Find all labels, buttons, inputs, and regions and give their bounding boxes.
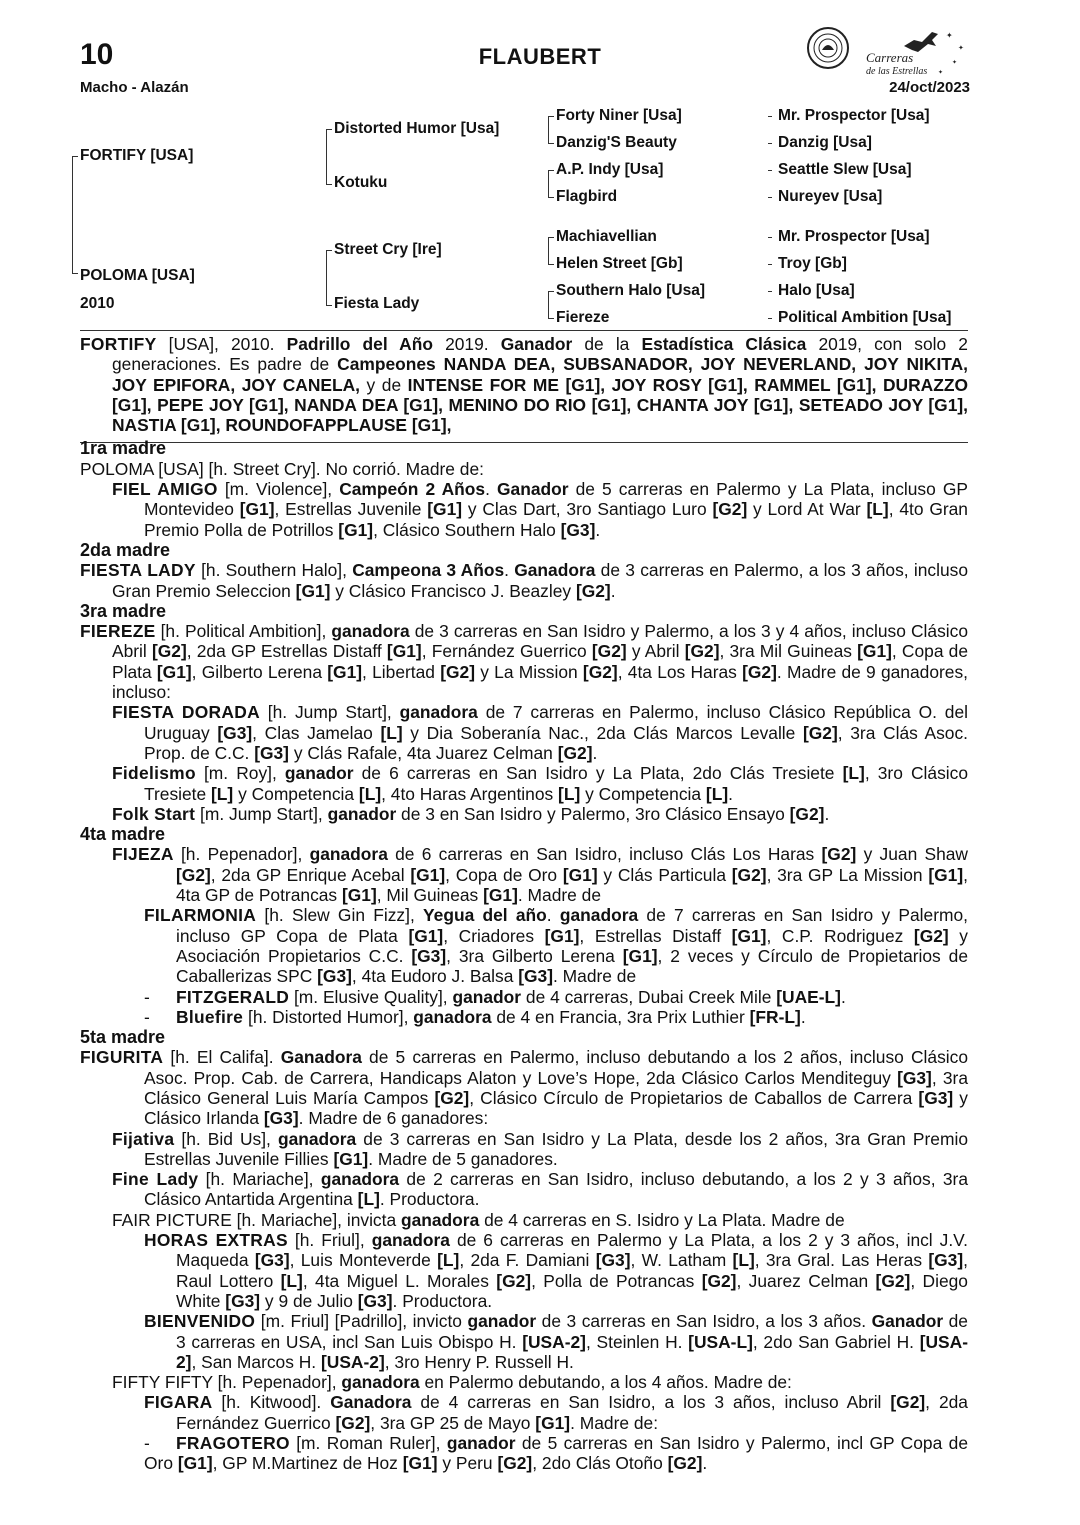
entry-fitzgerald: - FITZGERALD [m. Elusive Quality], ganador de 4 carreras, Dubai Creek Mile [UAE-L]. bbox=[144, 986, 846, 1007]
entry-fidelismo: Fidelismo [m. Roy], ganador de 6 carreras en San Isidro y La Plata, 2do Clás Tresiete [L], 3ro Clásico Tresiete [L] y Competencia [L], 4to Haras Argentinos [L] y Competencia [L]. bbox=[112, 763, 968, 804]
catalogue-body bbox=[80, 334, 968, 1474]
pedigree-dam: POLOMA [USA] bbox=[80, 267, 195, 284]
horse-name: FLAUBERT bbox=[478, 44, 602, 69]
pedigree-g3-6: Helen Street [Gb] bbox=[556, 255, 683, 272]
pedigree-sire-dam: Kotuku bbox=[334, 174, 388, 191]
entry-fiel-amigo: FIEL AMIGO [m. Violence], Campeón 2 Años. Ganador de 5 carreras en Palermo y La Plata, incluso GP Montevideo [G1], Estrellas Juvenile [G1] y Clas Dart, 3ro Santiago Luro [G2] y Lord At War [L], 4to Gran Premio Polla de Potrillos [G1], Clásico Southern Halo [G3]. bbox=[112, 479, 968, 540]
carreras-de-las-estrellas-logo bbox=[806, 20, 976, 84]
entry-filarmonia: FILARMONIA [h. Slew Gin Fizz], Yegua del año. ganadora de 7 carreras en San Isidro y Palermo, incluso GP Copa de Plata [G1], Criadores [G1], Estrellas Distaff [G1], C.P. Rodriguez [G2] y Asociación Propietarios C.C. [G3], 3ra Gilberto Lerena [G1], 2 veces y Círculo de Propietarios de Caballerizas SPC [G3], 4ta Eudoro J. Balsa [G3]. Madre de bbox=[144, 905, 968, 987]
logo-text-1: Carreras bbox=[866, 50, 914, 65]
pedigree-g4-4: Nureyev [Usa] bbox=[778, 188, 883, 205]
svg-text:✦: ✦ bbox=[946, 31, 953, 40]
lot-number: 10 bbox=[80, 38, 114, 71]
entry-fijeza: FIJEZA [h. Pepenador], ganadora de 6 carreras en San Isidro, incluso Clás Los Haras [G2] y Juan Shaw [G2], 2da GP Enrique Acebal [G1], Copa de Oro [G1] y Clás Particula [G2], 3ra GP La Mission [G1], 4ta GP de Potrancas [G1], Mil Guineas [G1]. Madre de bbox=[112, 844, 968, 906]
pedigree-g4-8: Political Ambition [Usa] bbox=[778, 309, 952, 326]
pedigree-dam-year: 2010 bbox=[80, 295, 115, 312]
pedigree-g4-3: Seattle Slew [Usa] bbox=[778, 161, 912, 178]
pedigree-g3-7: Southern Halo [Usa] bbox=[556, 282, 705, 299]
pedigree-dam-dam: Fiesta Lady bbox=[334, 295, 420, 312]
entry-fragotero: - FRAGOTERO [m. Roman Ruler], ganador de 5 carreras en San Isidro y Palermo, incl GP Copa de Oro [G1], GP M.Martinez de Hoz [G1] y Peru [G2], 2do Clás Otoño [G2]. bbox=[144, 1433, 968, 1474]
fifth-dam-heading: 5ta madre bbox=[80, 1027, 166, 1048]
pedigree-g3-2: Danzig'S Beauty bbox=[556, 134, 677, 151]
sale-date: 24/oct/2023 bbox=[889, 79, 970, 96]
pedigree-g4-6: Troy [Gb] bbox=[778, 255, 847, 272]
pedigree-g3-4: Flagbird bbox=[556, 188, 618, 205]
entry-folk-start: Folk Start [m. Jump Start], ganador de 3 en San Isidro y Palermo, 3ro Clásico Ensayo [G2]. bbox=[112, 803, 830, 824]
entry-figurita: FIGURITA [h. El Califa]. Ganadora de 5 carreras en Palermo, incluso debutando a los 2 años, incluso Clásico Asoc. Prop. Cab. de Carrera, Handicaps Alaton y Love’s Hope, 2da Clásico Carlos Menditeguy [G3], 3ra Clásico General Luis María Campos [G2], Clásico Círculo de Propietarios de Caballos de Carrera [G3] y Clásico Irlanda [G3]. Madre de 6 ganadores: bbox=[80, 1047, 968, 1129]
entry-figara: FIGARA [h. Kitwood]. Ganadora de 4 carreras en San Isidro, a los 3 años, incluso Abril [G2], 2da Fernández Guerrico [G2], 3ra GP 25 de Mayo [G1]. Madre de: bbox=[144, 1392, 968, 1433]
pedigree-g3-1: Forty Niner [Usa] bbox=[556, 107, 682, 124]
pedigree-g4-1: Mr. Prospector [Usa] bbox=[778, 107, 930, 124]
pedigree-g4-5: Mr. Prospector [Usa] bbox=[778, 228, 930, 245]
pedigree-dam-sire: Street Cry [Ire] bbox=[334, 241, 442, 258]
entry-bienvenido: BIENVENIDO [m. Friul] [Padrillo], invicto ganador de 3 carreras en San Isidro, a los 3 años. Ganador de 3 carreras en USA, incl San Luis Obispo H. [USA-2], Steinlen H. [USA-L], 2do San Gabriel H. [USA-2], San Marcos H. [USA-2], 3ro Henry P. Russell H. bbox=[144, 1311, 968, 1372]
pedigree-g3-5: Machiavellian bbox=[556, 228, 657, 245]
entry-fiereze: FIEREZE [h. Political Ambition], ganadora de 3 carreras en San Isidro y Palermo, a los 3 y 4 años, incluso Clásico Abril [G2], 2da GP Estrellas Distaff [G1], Fernández Guerrico [G2] y Abril [G2], 3ra Mil Guineas [G1], Copa de Plata [G1], Gilberto Lerena [G1], Libertad [G2] y La Mission [G2], 4ta Los Haras [G2]. Madre de 9 ganadores, incluso: bbox=[80, 621, 969, 703]
svg-text:✦: ✦ bbox=[938, 70, 944, 76]
first-dam-heading: 1ra madre bbox=[80, 438, 167, 459]
svg-text:✦: ✦ bbox=[952, 60, 958, 66]
entry-fine-lady: Fine Lady [h. Mariache], ganadora de 2 carreras en San Isidro, incluso debutando, a los 2 y 3 años, 3ra Clásico Antartida Argentina [L]. Productora. bbox=[112, 1169, 968, 1210]
entry-fiesta-dorada: FIESTA DORADA [h. Jump Start], ganadora de 7 carreras en Palermo, incluso Clásico República O. del Uruguay [G3], Clas Jamelao [L] y Dia Soberanía Nac., 2da Clás Marcos Levalle [G2], 3ra Clás Asoc. Prop. de C.C. [G3] y Clás Rafale, 4ta Juarez Celman [G2]. bbox=[112, 702, 969, 763]
pedigree-sire: FORTIFY [USA] bbox=[80, 147, 194, 164]
entry-fifty-fifty: FIFTY FIFTY [h. Pepenador], ganadora en Palermo debutando, a los 4 años. Madre de: bbox=[112, 1372, 792, 1393]
sire-note: FORTIFY [USA], 2010. Padrillo del Año 2019. Ganador de la Estadística Clásica 2019, con solo 2 generaciones. Es padre de Campeones NANDA DEA, SUBSANADOR, JOY NEVERLAND, JOY NIKITA, JOY EPIFORA, JOY CANELA, y de INTENSE FOR ME [G1], JOY ROSY [G1], RAMMEL [G1], DURAZZO [G1], PEPE JOY [G1], NANDA DEA [G1], MENINO DO RIO [G1], CHANTA JOY [G1], SETEADO JOY [G1], NASTIA [G1], ROUNDOFAPPLAUSE [G1], bbox=[80, 334, 968, 436]
pedigree-sire-sire: Distorted Humor [Usa] bbox=[334, 120, 500, 137]
entry-horas-extras: HORAS EXTRAS [h. Friul], ganadora de 6 carreras en Palermo y La Plata, a los 2 y 3 años, incl J.V. Maqueda [G3], Luis Monteverde [L], 2da F. Damiani [G3], W. Latham [L], 3ra Gral. Las Heras [G3], Raul Lottero [L], 4ta Miguel L. Morales [G2], Polla de Potrancas [G2], Juarez Celman [G2], Diego White [G3] y 9 de Julio [G3]. Productora. bbox=[144, 1230, 969, 1311]
entry-fiesta-lady: FIESTA LADY [h. Southern Halo], Campeona 3 Años. Ganadora de 3 carreras en Palermo, a los 3 años, incluso Gran Premio Seleccion [G1] y Clásico Francisco J. Beazley [G2]. bbox=[80, 560, 968, 601]
first-dam-line: POLOMA [USA] [h. Street Cry]. No corrió. Madre de: bbox=[80, 458, 484, 479]
sex-color: Macho - Alazán bbox=[80, 79, 189, 96]
entry-bluefire: - Bluefire [h. Distorted Humor], ganadora de 4 en Francia, 3ra Prix Luthier [FR-L]. bbox=[144, 1006, 806, 1027]
entry-fair-picture: FAIR PICTURE [h. Mariache], invicta ganadora de 4 carreras en S. Isidro y La Plata. Madre de bbox=[112, 1209, 845, 1230]
pedigree-g4-7: Halo [Usa] bbox=[778, 282, 855, 299]
pedigree-divider bbox=[80, 330, 968, 331]
fourth-dam-heading: 4ta madre bbox=[80, 824, 166, 845]
pedigree-g3-8: Fiereze bbox=[556, 309, 610, 326]
svg-text:✦: ✦ bbox=[958, 45, 964, 52]
entry-fijativa: Fijativa [h. Bid Us], ganadora de 3 carreras en San Isidro y La Plata, desde los 2 años, 3ra Gran Premio Estrellas Juvenile Fillies [G1]. Madre de 5 ganadores. bbox=[112, 1128, 968, 1169]
logo-text-2: de las Estrellas bbox=[866, 66, 928, 77]
second-dam-heading: 2da madre bbox=[80, 539, 171, 560]
pedigree-g3-3: A.P. Indy [Usa] bbox=[556, 161, 664, 178]
third-dam-heading: 3ra madre bbox=[80, 600, 167, 621]
pedigree-g4-2: Danzig [Usa] bbox=[778, 134, 872, 151]
